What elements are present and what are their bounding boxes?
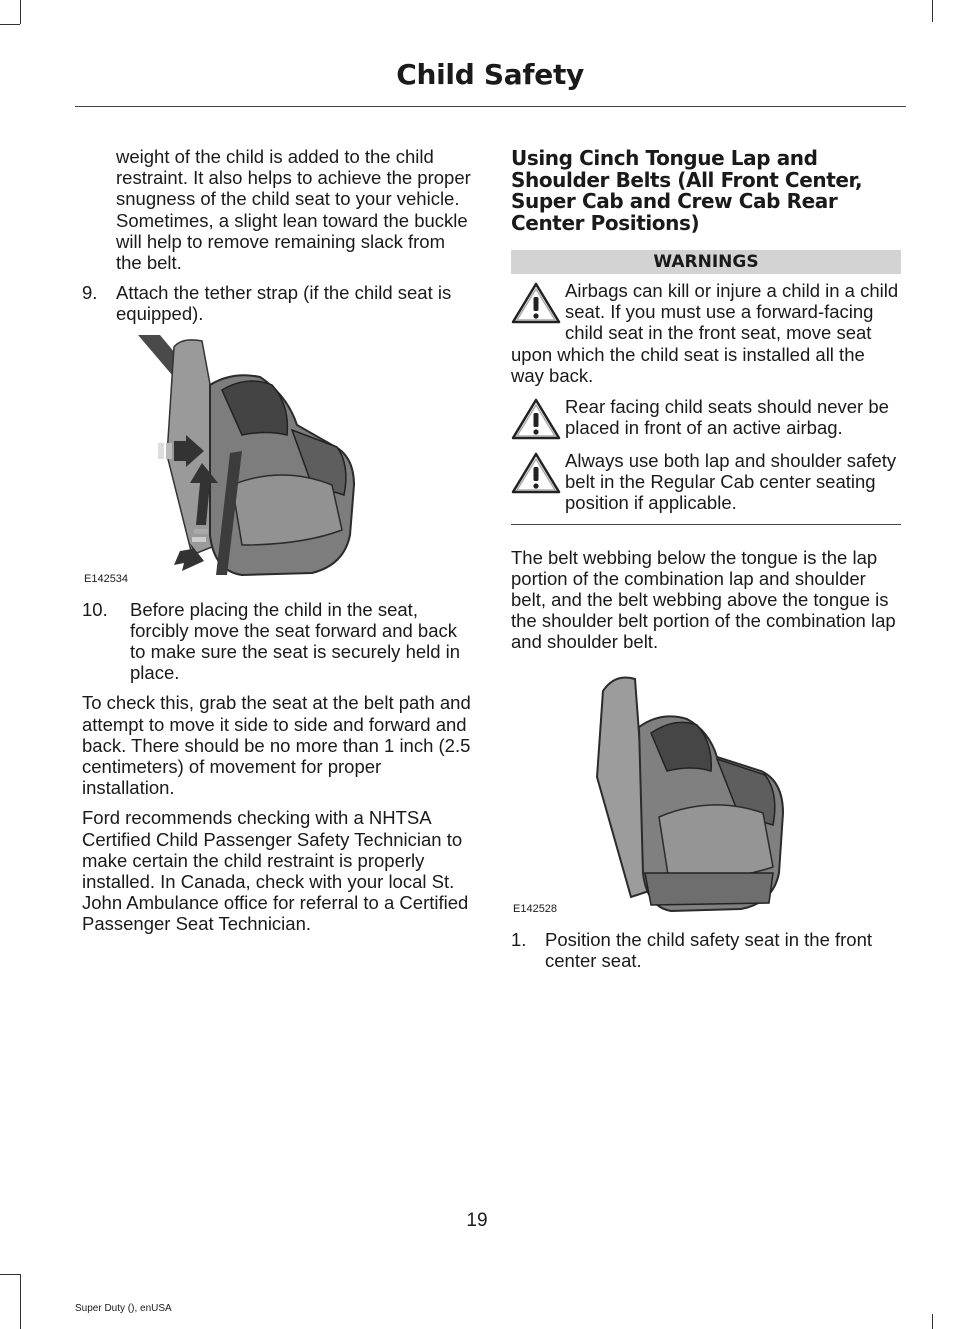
list-text: Attach the tether strap (if the child seat is equipped). bbox=[116, 282, 452, 325]
page-title: Child Safety bbox=[396, 58, 584, 91]
seat-illustration bbox=[511, 667, 901, 917]
figure-center-seat bbox=[511, 667, 901, 917]
footer-text: Super Duty (), enUSA bbox=[75, 1303, 172, 1314]
right-column bbox=[511, 146, 901, 980]
warning-text: Airbags can kill or injure a child in a child seat. If you must use a forward-facing child seat in the front seat, move seat upon which the child seat is installed all the way back. bbox=[511, 280, 899, 386]
list-number: 1. bbox=[511, 928, 527, 950]
list-text: Before placing the child in the seat, forcibly move the seat forward and back to make sure the seat is securely held in place. bbox=[130, 598, 461, 684]
crop-mark bbox=[0, 24, 20, 25]
page-number: 19 bbox=[466, 1210, 488, 1231]
child-seat-illustration bbox=[82, 335, 474, 587]
crop-mark bbox=[932, 1314, 933, 1329]
continued-paragraph: weight of the child is added to the child restraint. It also helps to achieve the proper snugness of the child seat to your vehicle. Sometimes, a slight lean toward the buckle will help to remove remaining slack from the belt. bbox=[116, 146, 471, 274]
warnings-header: WARNINGS bbox=[511, 250, 901, 274]
webbing-paragraph: The belt webbing below the tongue is the lap portion of the combination lap and shoulder belt, and the belt webbing above the tongue is the shoulder belt portion of the combination lap and shoulder belt. bbox=[511, 546, 896, 653]
figure-code: E142534 bbox=[84, 572, 129, 585]
crop-mark bbox=[0, 1274, 20, 1275]
list-number: 9. bbox=[82, 282, 98, 304]
list-item bbox=[511, 929, 901, 971]
crop-mark bbox=[20, 0, 21, 24]
section-heading: Using Cinch Tongue Lap and Shoulder Belts (All Front Center, Super Cab and Crew Cab Rear Center Positions) bbox=[511, 146, 863, 235]
crop-mark bbox=[20, 1274, 21, 1329]
figure-code: E142528 bbox=[513, 902, 558, 915]
check-paragraph: To check this, grab the seat at the belt path and attempt to move it side to side and forward and back. There should be no more than 1 inch (2.5 centimeters) of movement for proper installation. bbox=[82, 692, 471, 799]
warning-triangle-icon bbox=[511, 282, 561, 324]
warning-triangle-icon bbox=[511, 398, 561, 440]
warnings-divider bbox=[511, 524, 901, 525]
header-divider bbox=[75, 106, 906, 107]
left-column bbox=[82, 146, 474, 944]
warning-text: Rear facing child seats should never be placed in front of an active airbag. bbox=[565, 396, 889, 439]
crop-mark bbox=[932, 0, 933, 22]
figure-tether-seat bbox=[82, 335, 474, 587]
list-text: Position the child safety seat in the front center seat. bbox=[545, 928, 873, 971]
warning-item bbox=[511, 280, 901, 386]
ford-paragraph: Ford recommends checking with a NHTSA Certified Child Passenger Safety Technician to make certain the child restraint is properly installed. In Canada, check with your local St. John Ambulance office for referral to a Certified Passenger Seat Technician. bbox=[82, 807, 469, 935]
warning-text: Always use both lap and shoulder safety belt in the Regular Cab center seating position if applicable. bbox=[565, 450, 897, 514]
list-number: 10. bbox=[82, 598, 108, 620]
warning-item bbox=[511, 450, 901, 514]
warning-triangle-icon bbox=[511, 452, 561, 494]
list-item bbox=[82, 282, 474, 324]
list-item bbox=[82, 599, 474, 684]
warning-item bbox=[511, 396, 901, 440]
